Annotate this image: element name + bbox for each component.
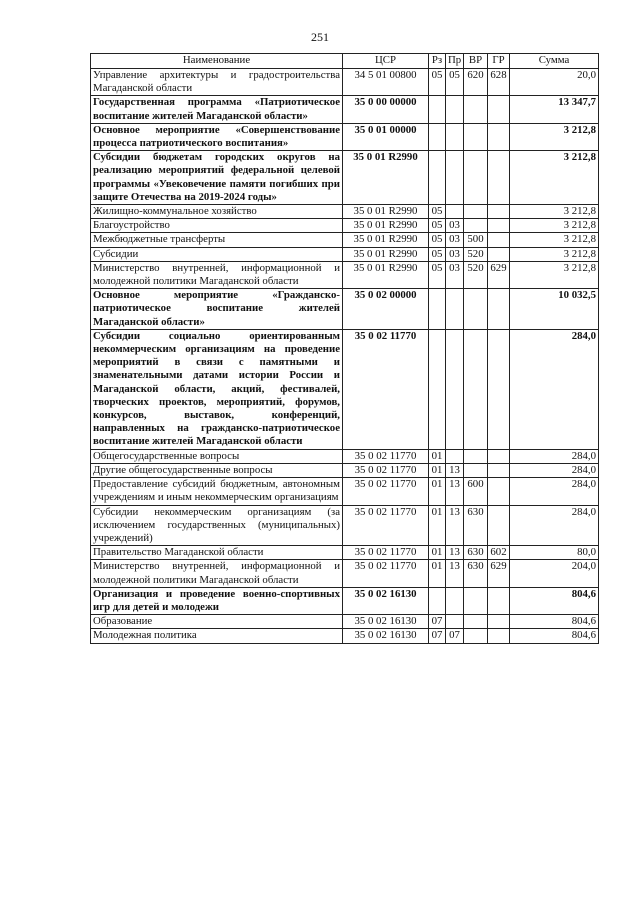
cell-pr: 03: [446, 261, 464, 288]
cell-csr: 35 0 02 11770: [343, 546, 429, 560]
cell-name: Государственная программа «Патриотическое воспитание жителей Магаданской области»: [91, 96, 343, 123]
table-row: [91, 247, 599, 261]
table-row: [91, 289, 599, 330]
table-row: [91, 560, 599, 587]
cell-sum: 80,0: [510, 546, 599, 560]
cell-name: Предоставление субсидий бюджетным, автономным учреждениям и иным некоммерческим организациям: [91, 478, 343, 505]
cell-pr: 13: [446, 546, 464, 560]
cell-sum: 284,0: [510, 449, 599, 463]
cell-gr: [488, 463, 510, 477]
table-row: [91, 587, 599, 614]
cell-csr: 35 0 02 16130: [343, 587, 429, 614]
cell-name: Основное мероприятие «Гражданско-патриотическое воспитание жителей Магаданской области»: [91, 289, 343, 330]
cell-vr: [464, 629, 488, 643]
cell-vr: [464, 587, 488, 614]
cell-vr: [464, 219, 488, 233]
cell-name: Субсидии бюджетам городских округов на реализацию мероприятий федеральной целевой программы «Увековечение памяти погибших при защите Отечества на 2019-2024 годы»: [91, 151, 343, 205]
header-gr: ГР: [488, 54, 510, 69]
cell-pr: 03: [446, 219, 464, 233]
cell-sum: 804,6: [510, 629, 599, 643]
cell-name: Субсидии социально ориентированным некоммерческим организациям на проведение мероприятий в связи с памятными и знаменательными датами истории России и Магаданской области, акций, фестивалей, творческих проектов, мероприятий, форумов, конкурсов, выставок, конференций, направленных на гражданско-патриотическое воспитание жителей Магаданской области: [91, 329, 343, 449]
cell-vr: 520: [464, 247, 488, 261]
cell-gr: [488, 96, 510, 123]
cell-rz: [429, 329, 446, 449]
cell-gr: [488, 205, 510, 219]
table-body: [91, 69, 599, 644]
cell-pr: [446, 96, 464, 123]
table-row: [91, 463, 599, 477]
cell-csr: 35 0 01 R2990: [343, 261, 429, 288]
cell-sum: 13 347,7: [510, 96, 599, 123]
cell-vr: [464, 151, 488, 205]
cell-vr: 500: [464, 233, 488, 247]
cell-rz: 05: [429, 247, 446, 261]
cell-gr: [488, 123, 510, 150]
cell-csr: 35 0 02 16130: [343, 615, 429, 629]
cell-csr: 35 0 02 00000: [343, 289, 429, 330]
cell-rz: 05: [429, 205, 446, 219]
cell-rz: [429, 587, 446, 614]
cell-gr: [488, 233, 510, 247]
cell-name: Молодежная политика: [91, 629, 343, 643]
cell-name: Субсидии: [91, 247, 343, 261]
cell-gr: [488, 587, 510, 614]
cell-vr: [464, 449, 488, 463]
cell-name: Министерство внутренней, информационной и молодежной политики Магаданской области: [91, 560, 343, 587]
table-row: [91, 615, 599, 629]
cell-gr: [488, 247, 510, 261]
cell-vr: [464, 123, 488, 150]
cell-vr: 630: [464, 546, 488, 560]
cell-pr: [446, 615, 464, 629]
header-rz: Рз: [429, 54, 446, 69]
cell-pr: 13: [446, 478, 464, 505]
cell-sum: 20,0: [510, 69, 599, 96]
table-row: [91, 219, 599, 233]
cell-rz: [429, 123, 446, 150]
table-row: [91, 96, 599, 123]
cell-gr: [488, 629, 510, 643]
header-name: Наименование: [91, 54, 343, 69]
cell-csr: 35 0 02 11770: [343, 463, 429, 477]
cell-sum: 204,0: [510, 560, 599, 587]
table-row: [91, 478, 599, 505]
cell-csr: 35 0 01 R2990: [343, 151, 429, 205]
cell-rz: [429, 289, 446, 330]
cell-rz: 01: [429, 560, 446, 587]
cell-vr: [464, 615, 488, 629]
cell-sum: 284,0: [510, 505, 599, 546]
cell-csr: 34 5 01 00800: [343, 69, 429, 96]
header-vr: ВР: [464, 54, 488, 69]
cell-vr: [464, 205, 488, 219]
cell-rz: 05: [429, 219, 446, 233]
cell-csr: 35 0 01 R2990: [343, 205, 429, 219]
cell-vr: 630: [464, 505, 488, 546]
cell-rz: 01: [429, 546, 446, 560]
cell-sum: 3 212,8: [510, 247, 599, 261]
cell-name: Министерство внутренней, информационной и молодежной политики Магаданской области: [91, 261, 343, 288]
cell-pr: [446, 151, 464, 205]
cell-csr: 35 0 01 R2990: [343, 219, 429, 233]
cell-name: Межбюджетные трансферты: [91, 233, 343, 247]
table-row: [91, 329, 599, 449]
cell-csr: 35 0 01 00000: [343, 123, 429, 150]
table-row: [91, 151, 599, 205]
cell-name: Благоустройство: [91, 219, 343, 233]
cell-vr: [464, 329, 488, 449]
cell-rz: 01: [429, 478, 446, 505]
cell-gr: [488, 505, 510, 546]
cell-pr: 03: [446, 233, 464, 247]
cell-rz: [429, 96, 446, 123]
cell-sum: 10 032,5: [510, 289, 599, 330]
table-row: [91, 546, 599, 560]
cell-vr: 600: [464, 478, 488, 505]
cell-gr: [488, 615, 510, 629]
cell-gr: 629: [488, 261, 510, 288]
cell-name: Организация и проведение военно-спортивных игр для детей и молодежи: [91, 587, 343, 614]
cell-rz: 05: [429, 69, 446, 96]
cell-name: Правительство Магаданской области: [91, 546, 343, 560]
cell-sum: 3 212,8: [510, 205, 599, 219]
table-row: [91, 123, 599, 150]
cell-gr: 602: [488, 546, 510, 560]
cell-csr: 35 0 02 16130: [343, 629, 429, 643]
cell-csr: 35 0 01 R2990: [343, 233, 429, 247]
cell-name: Общегосударственные вопросы: [91, 449, 343, 463]
header-csr: ЦСР: [343, 54, 429, 69]
cell-name: Жилищно-коммунальное хозяйство: [91, 205, 343, 219]
table-row: [91, 233, 599, 247]
cell-name: Управление архитектуры и градостроительства Магаданской области: [91, 69, 343, 96]
cell-pr: 05: [446, 69, 464, 96]
cell-name: Основное мероприятие «Совершенствование процесса патриотического воспитания»: [91, 123, 343, 150]
table-header-row: [91, 54, 599, 69]
cell-name: Субсидии некоммерческим организациям (за исключением государственных (муниципальных) учреждений): [91, 505, 343, 546]
cell-pr: 13: [446, 505, 464, 546]
header-sum: Сумма: [510, 54, 599, 69]
cell-vr: 620: [464, 69, 488, 96]
cell-sum: 3 212,8: [510, 233, 599, 247]
cell-rz: 01: [429, 449, 446, 463]
table-row: [91, 629, 599, 643]
cell-vr: 520: [464, 261, 488, 288]
cell-sum: 3 212,8: [510, 151, 599, 205]
budget-table: [90, 53, 599, 644]
cell-rz: 05: [429, 261, 446, 288]
header-pr: Пр: [446, 54, 464, 69]
cell-sum: 804,6: [510, 615, 599, 629]
table-row: [91, 505, 599, 546]
cell-rz: 01: [429, 463, 446, 477]
cell-vr: 630: [464, 560, 488, 587]
cell-gr: [488, 449, 510, 463]
cell-csr: 35 0 02 11770: [343, 329, 429, 449]
cell-name: Образование: [91, 615, 343, 629]
cell-pr: [446, 587, 464, 614]
cell-csr: 35 0 02 11770: [343, 560, 429, 587]
table-row: [91, 449, 599, 463]
cell-gr: [488, 289, 510, 330]
cell-rz: 07: [429, 615, 446, 629]
cell-gr: [488, 151, 510, 205]
cell-pr: [446, 329, 464, 449]
cell-csr: 35 0 02 11770: [343, 449, 429, 463]
cell-pr: 07: [446, 629, 464, 643]
cell-rz: [429, 151, 446, 205]
cell-pr: [446, 289, 464, 330]
cell-pr: [446, 449, 464, 463]
cell-pr: 13: [446, 560, 464, 587]
cell-csr: 35 0 02 11770: [343, 478, 429, 505]
cell-pr: [446, 123, 464, 150]
cell-name: Другие общегосударственные вопросы: [91, 463, 343, 477]
cell-csr: 35 0 02 11770: [343, 505, 429, 546]
cell-csr: 35 0 00 00000: [343, 96, 429, 123]
table-row: [91, 261, 599, 288]
cell-gr: [488, 478, 510, 505]
cell-sum: 284,0: [510, 478, 599, 505]
table-row: [91, 205, 599, 219]
cell-pr: 03: [446, 247, 464, 261]
cell-gr: 629: [488, 560, 510, 587]
cell-vr: [464, 289, 488, 330]
cell-sum: 284,0: [510, 329, 599, 449]
cell-rz: 05: [429, 233, 446, 247]
cell-sum: 3 212,8: [510, 123, 599, 150]
cell-vr: [464, 96, 488, 123]
cell-sum: 284,0: [510, 463, 599, 477]
cell-sum: 3 212,8: [510, 261, 599, 288]
cell-vr: [464, 463, 488, 477]
cell-sum: 3 212,8: [510, 219, 599, 233]
cell-gr: [488, 219, 510, 233]
cell-gr: 628: [488, 69, 510, 96]
cell-pr: [446, 205, 464, 219]
cell-gr: [488, 329, 510, 449]
page-number: 251: [311, 30, 329, 44]
table-row: [91, 69, 599, 96]
cell-rz: 01: [429, 505, 446, 546]
cell-sum: 804,6: [510, 587, 599, 614]
cell-pr: 13: [446, 463, 464, 477]
cell-csr: 35 0 01 R2990: [343, 247, 429, 261]
cell-rz: 07: [429, 629, 446, 643]
